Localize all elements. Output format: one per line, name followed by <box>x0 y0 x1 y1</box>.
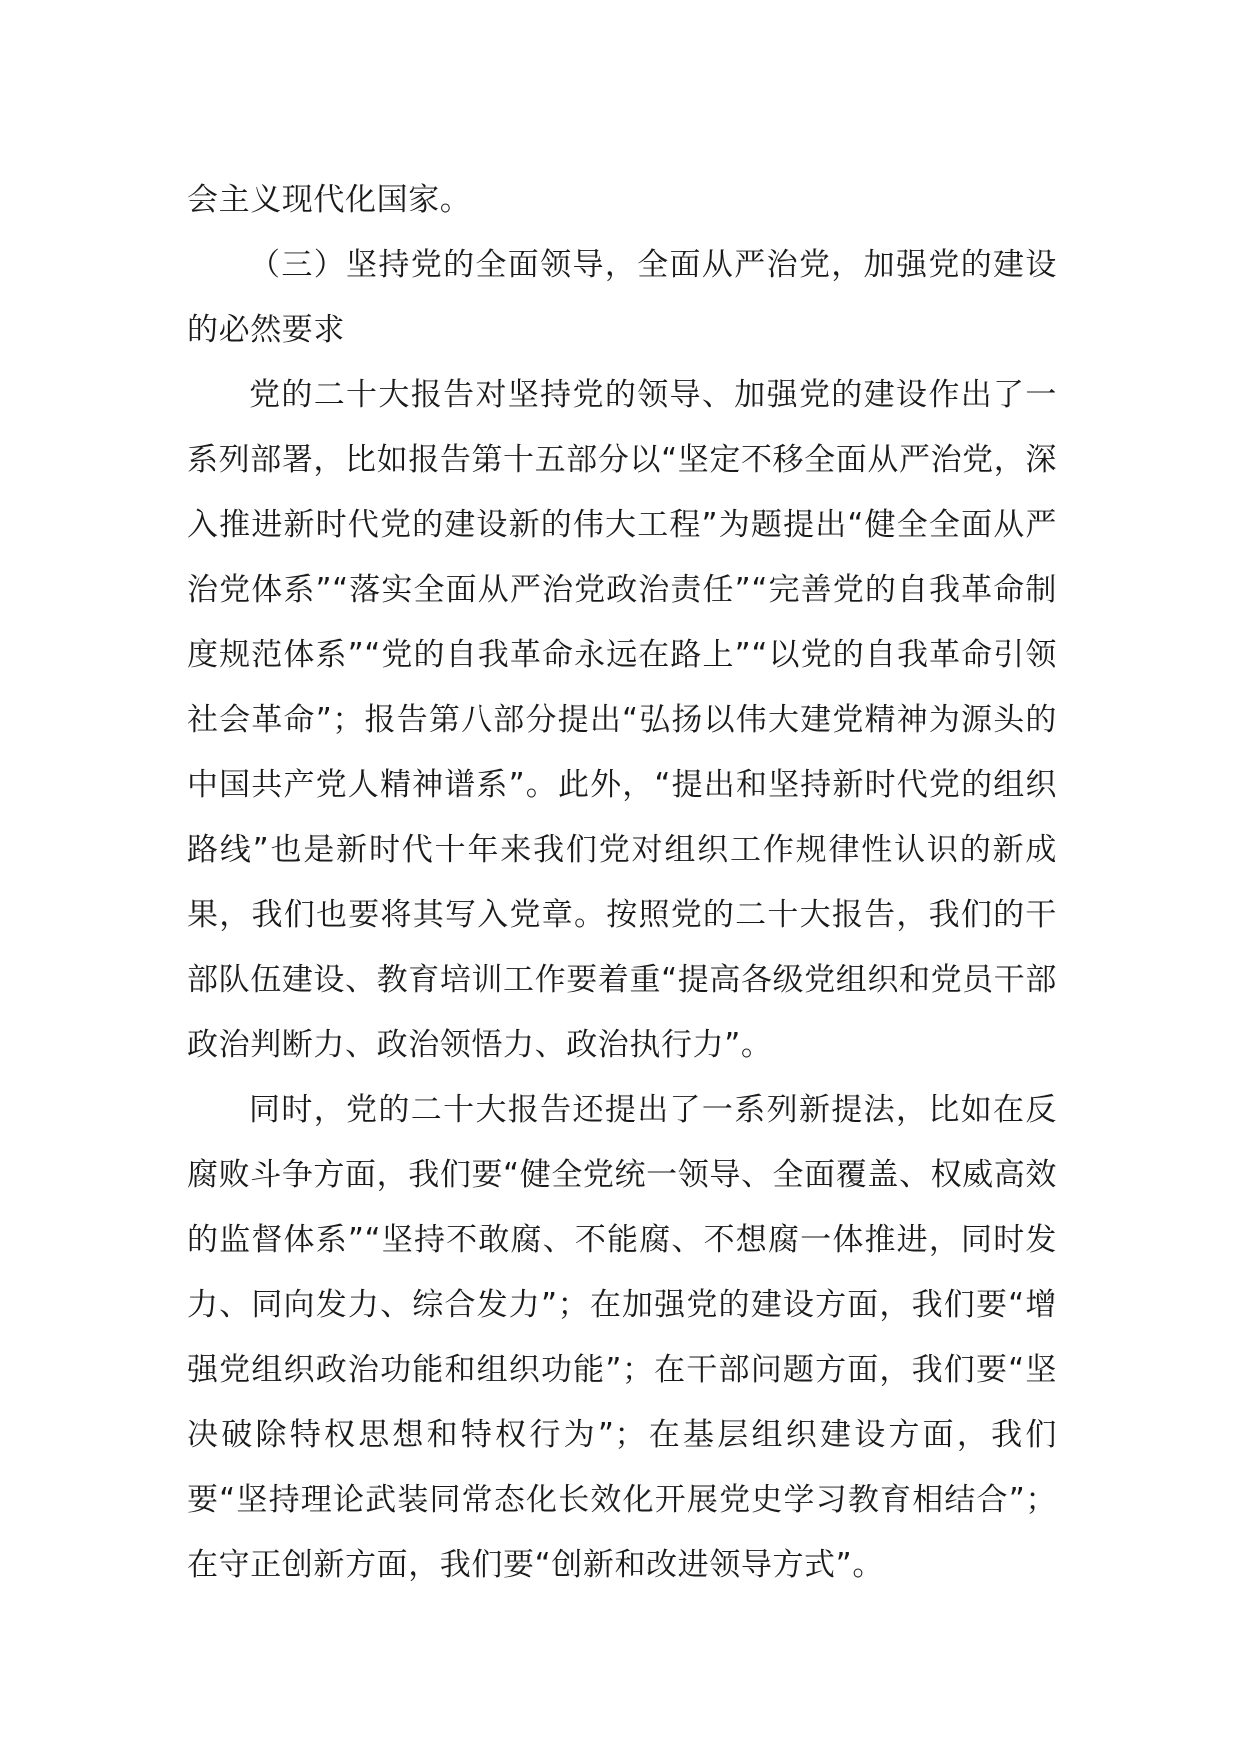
section-heading: （三）坚持党的全面领导，全面从严治党，加强党的建设的必然要求 <box>187 247 1057 348</box>
paragraph-body: 党的二十大报告对坚持党的领导、加强党的建设作出了一系列部署，比如报告第十五部分以“坚定不移全面从严治党，深入推进新时代党的建设新的伟大工程”为题提出“健全全面从严治党体系”“落实全面从严治党政治责任”“完善党的自我革命制度规范体系”“党的自我革命永远在路上”“以党的自我革命引领社会革命”；报告第八部分提出“弘扬以伟大建党精神为源头的中国共产党人精神谱系”。此外，“提出和坚持新时代党的组织路线”也是新时代十年来我们党对组织工作规律性认识的新成果，我们也要将其写入党章。按照党的二十大报告，我们的干部队伍建设、教育培训工作要着重“提高各级党组织和党员干部政治判断力、政治领悟力、政治执行力”。 <box>187 377 1057 1063</box>
paragraph-continuation: 会主义现代化国家。 <box>187 182 472 218</box>
document-body <box>187 168 1057 1598</box>
paragraph-body: 同时，党的二十大报告还提出了一系列新提法，比如在反腐败斗争方面，我们要“健全党统一领导、全面覆盖、权威高效的监督体系”“坚持不敢腐、不能腐、不想腐一体推进，同时发力、同向发力、综合发力”；在加强党的建设方面，我们要“增强党组织政治功能和组织功能”；在干部问题方面，我们要“坚决破除特权思想和特权行为”；在基层组织建设方面，我们要“坚持理论武装同常态化长效化开展党史学习教育相结合”；在守正创新方面，我们要“创新和改进领导方式”。 <box>187 1092 1057 1583</box>
